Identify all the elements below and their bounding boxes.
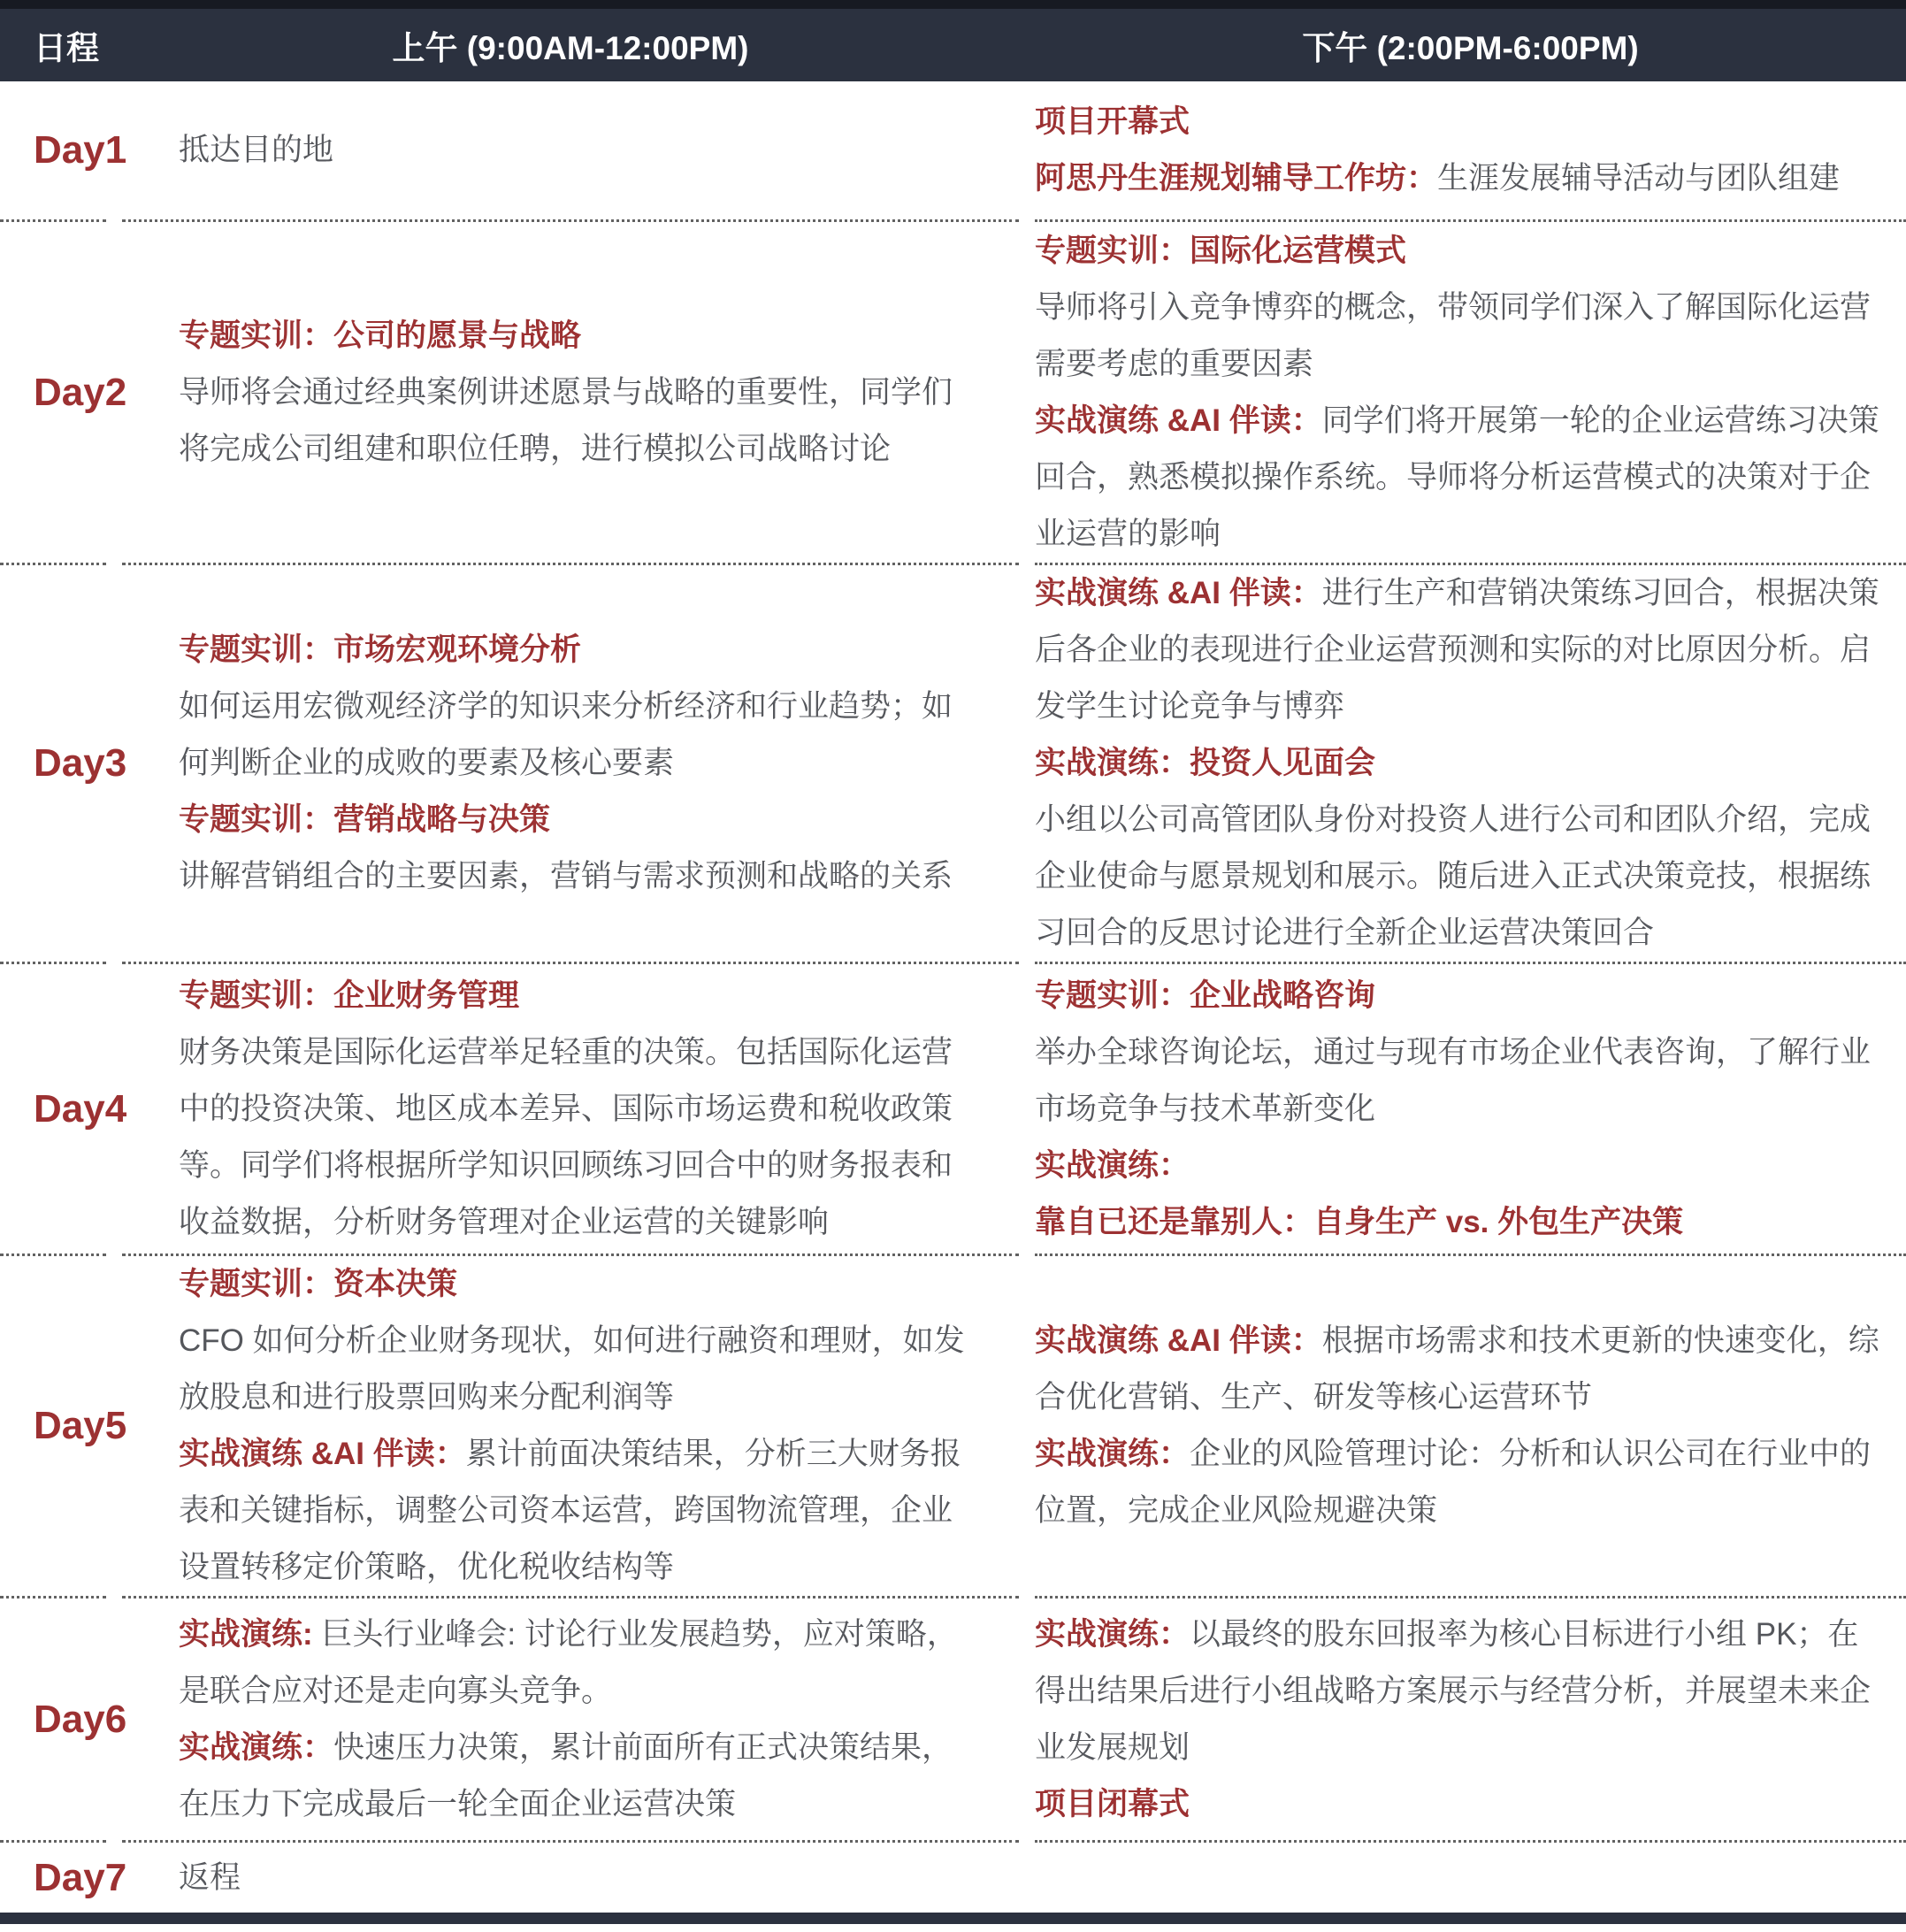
table-row bbox=[0, 1843, 1906, 1913]
item-heading: 实战演练：投资人见面会 bbox=[1035, 746, 1376, 780]
schedule-item bbox=[179, 1024, 979, 1251]
item-heading: 靠自已还是靠别人：自身生产 vs. 外包生产决策 bbox=[1035, 1204, 1684, 1239]
item-heading: 实战演练 &AI 伴读： bbox=[1035, 1323, 1322, 1358]
item-heading: 实战演练 &AI 伴读： bbox=[179, 1437, 466, 1471]
item-text: 企业的风险管理讨论：分析和认识公司在行业中的位置，完成企业风险规避决策 bbox=[1035, 1437, 1872, 1528]
schedule-item bbox=[1035, 1138, 1879, 1194]
afternoon-cell bbox=[1035, 964, 1906, 1256]
table-header bbox=[0, 0, 1906, 81]
schedule-item bbox=[179, 1720, 979, 1833]
morning-cell bbox=[122, 1598, 1019, 1843]
header-morning-column: 上午 (9:00AM-12:00PM) bbox=[392, 30, 749, 66]
day-cell bbox=[0, 964, 127, 1256]
day-cell bbox=[0, 1256, 127, 1598]
item-text: 财务决策是国际化运营举足轻重的决策。包括国际化运营中的投资决策、地区成本差异、国际市场运费和税收政策等。同学们将根据所学知识回顾练习回合中的财务报表和收益数据，分析财务管理对企业运营的关键影响 bbox=[179, 1034, 953, 1239]
item-heading: 专题实训：企业战略咨询 bbox=[1035, 978, 1376, 1013]
item-heading: 专题实训：营销战略与决策 bbox=[179, 802, 551, 837]
schedule-item bbox=[179, 622, 979, 678]
item-text: 返程 bbox=[179, 1859, 241, 1895]
schedule-item bbox=[1035, 1606, 1879, 1776]
item-heading: 实战演练: bbox=[179, 1616, 313, 1652]
schedule-item bbox=[1035, 393, 1879, 563]
schedule-item bbox=[1035, 1313, 1879, 1426]
day-cell bbox=[0, 1598, 127, 1843]
schedule-item bbox=[179, 1850, 979, 1906]
item-text: 进行生产和营销决策练习回合，根据决策后各企业的表现进行企业运营预测和实际的对比原因分析。启发学生讨论竞争与博弈 bbox=[1035, 576, 1879, 724]
day-label: Day1 bbox=[34, 128, 127, 172]
item-text: 根据市场需求和技术更新的快速变化，综合优化营销、生产、研发等核心运营环节 bbox=[1035, 1323, 1879, 1414]
table-row bbox=[0, 1598, 1906, 1843]
schedule-item bbox=[1035, 1194, 1879, 1251]
item-heading: 实战演练： bbox=[179, 1729, 334, 1765]
item-heading: 项目开幕式 bbox=[1035, 104, 1190, 139]
day-label: Day5 bbox=[34, 1404, 127, 1447]
item-heading: 专题实训：企业财务管理 bbox=[179, 978, 520, 1013]
item-text: 小组以公司高管团队身份对投资人进行公司和团队介绍，完成企业使命与愿景规划和展示。随后进入正式决策竞技，根据练习回合的反思讨论进行全新企业运营决策回合 bbox=[1035, 802, 1872, 950]
afternoon-cell bbox=[1035, 565, 1906, 964]
day-label: Day4 bbox=[34, 1086, 127, 1131]
schedule-item bbox=[179, 968, 979, 1024]
afternoon-cell bbox=[1035, 81, 1906, 222]
afternoon-cell bbox=[1035, 1256, 1906, 1598]
item-text: 累计前面决策结果，分析三大财务报表和关键指标，调整公司资本运营，跨国物流管理，企业设置转移定价策略，优化税收结构等 bbox=[179, 1437, 961, 1584]
item-heading: 阿思丹生涯规划辅导工作坊： bbox=[1035, 161, 1438, 196]
item-text: 巨头行业峰会: 讨论行业发展趋势，应对策略，是联合应对还是走向寡头竞争。 bbox=[179, 1616, 958, 1708]
item-text: 快速压力决策，累计前面所有正式决策结果，在压力下完成最后一轮全面企业运营决策 bbox=[179, 1729, 953, 1821]
schedule-item bbox=[1035, 1024, 1879, 1138]
morning-cell bbox=[122, 1843, 1019, 1913]
item-text: 导师将引入竞争博弈的概念，带领同学们深入了解国际化运营需要考虑的重要因素 bbox=[1035, 289, 1872, 381]
morning-cell bbox=[122, 964, 1019, 1256]
table-row bbox=[0, 1256, 1906, 1598]
schedule-item bbox=[1035, 968, 1879, 1024]
morning-cell bbox=[122, 222, 1019, 565]
item-text: 导师将会通过经典案例讲述愿景与战略的重要性，同学们将完成公司组建和职位任聘，进行模拟公司战略讨论 bbox=[179, 374, 953, 466]
table-row bbox=[0, 222, 1906, 565]
morning-cell bbox=[122, 81, 1019, 222]
item-text: 如何运用宏微观经济学的知识来分析经济和行业趋势；如何判断企业的成败的要素及核心要素 bbox=[179, 689, 953, 780]
item-heading: 专题实训：公司的愿景与战略 bbox=[179, 318, 582, 353]
item-heading: 实战演练 &AI 伴读： bbox=[1035, 402, 1322, 438]
schedule-rows bbox=[0, 81, 1906, 1913]
afternoon-cell bbox=[1035, 1598, 1906, 1843]
item-text: 举办全球咨询论坛，通过与现有市场企业代表咨询，了解行业市场竞争与技术革新变化 bbox=[1035, 1034, 1872, 1126]
item-heading: 实战演练： bbox=[1035, 1147, 1190, 1183]
schedule-item bbox=[1035, 1776, 1879, 1833]
day-label: Day2 bbox=[34, 370, 127, 414]
schedule-item bbox=[179, 364, 979, 478]
morning-cell bbox=[122, 565, 1019, 964]
day-cell bbox=[0, 81, 127, 222]
item-text: 以最终的股东回报率为核心目标进行小组 PK；在得出结果后进行小组战略方案展示与经营分析，并展望未来企业发展规划 bbox=[1035, 1616, 1872, 1765]
item-heading: 实战演练： bbox=[1035, 1616, 1190, 1652]
schedule-item bbox=[1035, 565, 1879, 735]
schedule-item bbox=[1035, 792, 1879, 962]
day-cell bbox=[0, 565, 127, 964]
table-row bbox=[0, 565, 1906, 964]
afternoon-cell bbox=[1035, 222, 1906, 565]
schedule-item bbox=[179, 308, 979, 364]
item-text: CFO 如何分析企业财务现状，如何进行融资和理财，如发放股息和进行股票回购来分配利润等 bbox=[179, 1323, 965, 1414]
schedule-item bbox=[1035, 1426, 1879, 1539]
schedule-item bbox=[179, 1313, 979, 1426]
item-heading: 项目闭幕式 bbox=[1035, 1786, 1190, 1821]
schedule-item bbox=[179, 122, 979, 179]
item-heading: 专题实训：市场宏观环境分析 bbox=[179, 632, 582, 667]
schedule-item bbox=[1035, 280, 1879, 393]
day-label: Day3 bbox=[34, 741, 127, 785]
item-heading: 实战演练 &AI 伴读： bbox=[1035, 576, 1322, 610]
item-text: 生涯发展辅导活动与团队组建 bbox=[1437, 161, 1841, 196]
afternoon-cell bbox=[1035, 1843, 1906, 1913]
item-text: 抵达目的地 bbox=[179, 133, 334, 167]
schedule-item bbox=[179, 848, 979, 905]
schedule-item bbox=[179, 1426, 979, 1596]
schedule-item bbox=[1035, 223, 1879, 280]
morning-cell bbox=[122, 1256, 1019, 1598]
schedule-item bbox=[1035, 94, 1879, 150]
schedule-item bbox=[179, 1256, 979, 1313]
item-text: 讲解营销组合的主要因素，营销与需求预测和战略的关系 bbox=[179, 859, 953, 893]
table-row bbox=[0, 81, 1906, 222]
item-heading: 实战演练： bbox=[1035, 1437, 1190, 1471]
header-afternoon-column: 下午 (2:00PM-6:00PM) bbox=[1302, 30, 1639, 66]
item-heading: 专题实训：资本决策 bbox=[179, 1267, 458, 1301]
schedule-item bbox=[179, 678, 979, 792]
item-heading: 专题实训：国际化运营模式 bbox=[1035, 233, 1407, 268]
schedule-item bbox=[179, 1606, 979, 1720]
table-row bbox=[0, 964, 1906, 1256]
item-text: 同学们将开展第一轮的企业运营练习决策回合，熟悉模拟操作系统。导师将分析运营模式的决策对于企业运营的影响 bbox=[1035, 402, 1879, 551]
day-label: Day6 bbox=[34, 1697, 127, 1741]
schedule-item bbox=[1035, 150, 1879, 207]
day-label: Day7 bbox=[34, 1855, 127, 1899]
day-cell bbox=[0, 1843, 127, 1913]
day-cell bbox=[0, 222, 127, 565]
schedule-item bbox=[179, 792, 979, 848]
bottom-border-bar bbox=[0, 1913, 1906, 1924]
schedule-item bbox=[1035, 735, 1879, 792]
header-day-column: 日程 bbox=[34, 30, 99, 66]
